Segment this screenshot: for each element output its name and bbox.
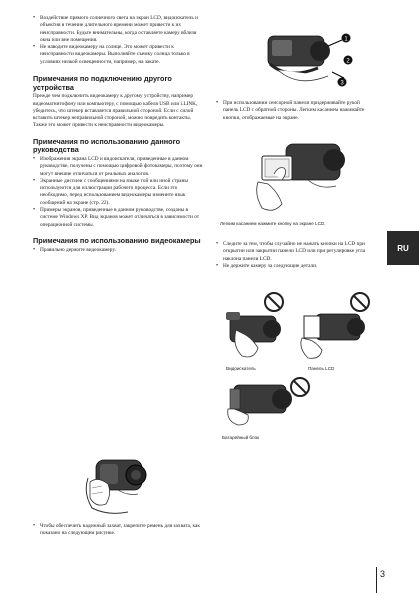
list-item: • Чтобы обеспечить надежный захват, закрепите ремень для захвата, как показано на следующем рисунке. <box>33 523 203 538</box>
strap-bullet-list <box>33 523 203 538</box>
list-item: • Воздействие прямого солнечного света на экран LCD, видоискатель и объектив в течение длительного времени может привести к их неисправности. Будьте внимательны, когда оставляете камеру вблизи окна или вне помещения. <box>33 15 203 44</box>
list-item: • Не держите камеру за следующие детали. <box>216 263 374 270</box>
list-item: • Изображения экрана LCD и видоискателя, приведенные в данном руководстве, получены с помощью цифровой фотокамеры, поэтому они могут внешне отличаться от реальных аналогов. <box>33 156 203 178</box>
label-lcd-panel: Панель LCD <box>308 366 335 371</box>
touch-caption: Легким касанием нажмите кнопку на экране LCD. <box>220 221 326 226</box>
step-3-marker <box>338 78 347 87</box>
prohibited-sign-icon <box>351 293 369 311</box>
page-number: 3 <box>380 569 386 579</box>
lcd-panel-prohibited-illustration <box>298 290 374 362</box>
page-number-rule <box>376 567 377 593</box>
viewfinder-prohibited-illustration <box>218 290 294 362</box>
caution-bullet-list <box>216 241 374 270</box>
label-viewfinder: Видоискатель <box>226 366 256 371</box>
step-1-label: 1 <box>344 36 348 43</box>
section-text-connection: Прежде чем подключить видеокамеру к другому устройству, например видеомагнитофону или компьютеру, с помощью кабеля USB или i.LINK, убедитесь, что штекер вставляется правильной стороной. Если с силой вставить штекер неправильной стороной, можно повредить контакты. Также это может привести к неисправности видеокамеры. <box>33 93 198 129</box>
prohibited-sign-icon <box>265 293 283 311</box>
list-item: • Не наводите видеокамеру на солнце. Это может привести к неисправности видеокамеры. Выполняйте съемку солнца только в условиях низкой освещенности, например, на закате. <box>33 44 203 66</box>
list-item: • При использовании сенсорной панели придерживайте рукой панель LCD с обратной стороны. Легким касанием нажимайте кнопки, отображаемые на экране. <box>216 100 374 122</box>
section-heading-usage: Примечания по использованию видеокамеры <box>33 235 201 245</box>
list-item: • Следите за тем, чтобы случайно не нажать кнопки на LCD при открытии или закрытии панели LCD или при регулировке угла наклона панели LCD. <box>216 241 374 263</box>
language-tab: RU <box>387 231 419 265</box>
top-bullet-list <box>33 15 203 66</box>
step-2-marker <box>344 56 353 65</box>
holding-camera-illustration <box>78 448 158 518</box>
label-battery: Батарейный блок <box>222 435 260 440</box>
step-3-label: 3 <box>340 80 344 87</box>
prohibited-sign-icon <box>291 378 309 396</box>
touch-bullet-list <box>216 100 374 122</box>
left-column <box>33 0 203 254</box>
touch-panel-illustration <box>248 130 356 216</box>
step-2-label: 2 <box>346 58 350 65</box>
usage-bullet-list <box>33 247 203 254</box>
section-heading-manual: Примечания по использованию данного руководства <box>33 136 181 155</box>
step-1-marker <box>342 34 351 43</box>
list-item: • Экранные дисплеи с сообщениями на языке той или иной страны используются для иллюстрации рабочего процесса. Если это необходимо, перед использованием видеокамеры измените язык сообщений на экране (стр. 22). <box>33 178 203 207</box>
list-item: • Правильно держите видеокамеру. <box>33 247 203 254</box>
section-heading-connection: Примечания по подключению другого устройства <box>33 74 172 92</box>
grip-belt-illustration <box>258 26 358 94</box>
battery-prohibited-illustration <box>226 375 312 429</box>
list-item: • Примеры экранов, приведенные в данном руководстве, созданы в системе Windows XP. Вид экранов может отличаться в зависимости от операционной системы. <box>33 207 203 229</box>
manual-bullet-list <box>33 156 203 229</box>
